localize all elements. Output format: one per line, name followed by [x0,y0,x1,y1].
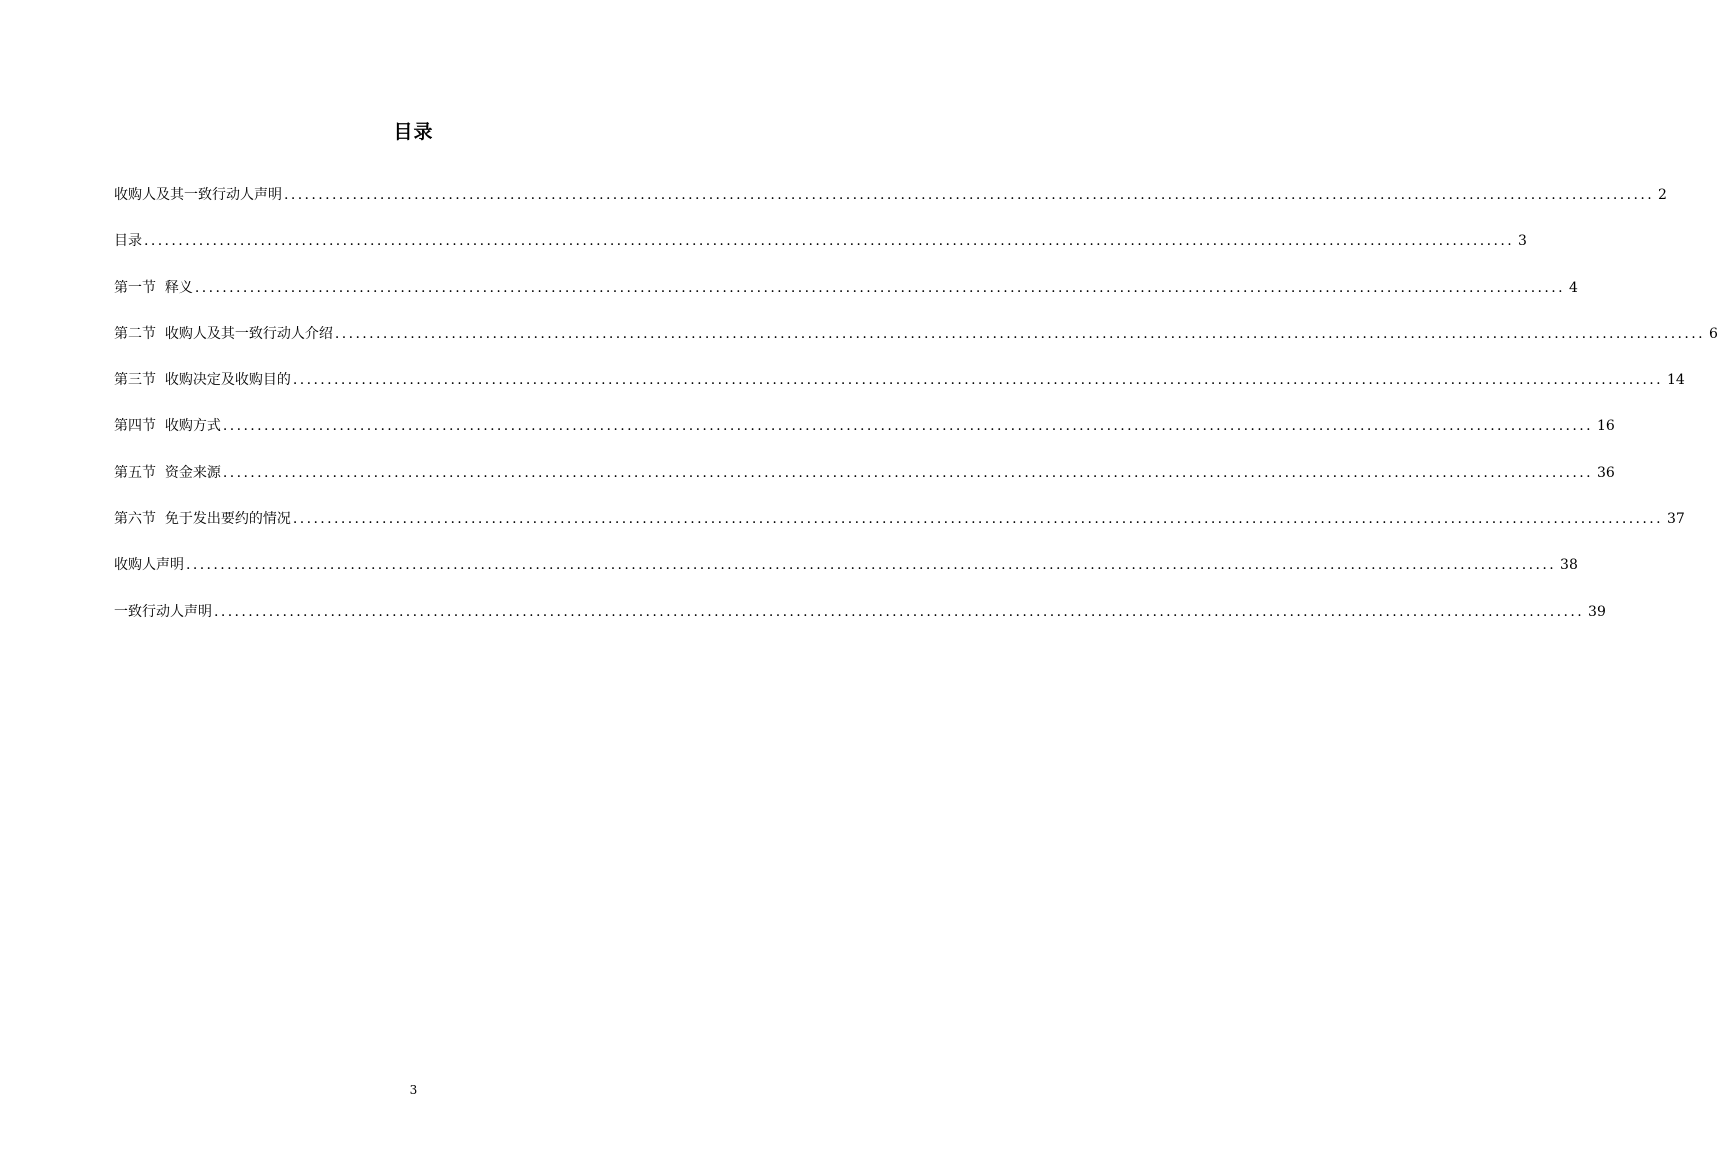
toc-entry[interactable] [114,368,1685,414]
toc-dot-leader: ........................................................................................................................................................................................................ [214,603,1585,620]
page-number: 3 [409,1083,418,1097]
toc-entry-page: 16 [1596,418,1615,435]
toc-entry-label: 第六节 免于发出要约的情况 [114,511,291,528]
toc-dot-leader: ........................................................................................................................................................................................................ [194,279,1565,296]
toc-dot-leader: ........................................................................................................................................................................................................ [334,325,1705,342]
toc-entry[interactable] [114,322,1718,368]
toc-entry-label: 第四节 收购方式 [114,418,221,435]
toc-dot-leader: ........................................................................................................................................................................................................ [222,418,1593,435]
toc-entry[interactable] [114,183,1667,229]
toc-entry-label: 第五节 资金来源 [114,464,221,481]
toc-dot-leader: ........................................................................................................................................................................................................ [292,511,1663,528]
toc-entry-label: 收购人声明 [114,557,184,574]
toc-entry[interactable] [114,553,1578,599]
toc-dot-leader: ........................................................................................................................................................................................................ [222,464,1593,481]
toc-entry-page: 38 [1560,557,1578,574]
toc-entry[interactable] [114,507,1685,553]
toc-entry-page: 2 [1658,187,1667,203]
toc-entry-page: 37 [1666,511,1685,528]
table-of-contents [114,183,1718,646]
toc-entry-page: 39 [1588,603,1606,620]
toc-dot-leader: ........................................................................................................................................................................................................ [186,557,1557,574]
toc-entry-label: 一致行动人声明 [114,603,212,620]
toc-dot-leader: ........................................................................................................................................................................................................ [144,233,1515,250]
toc-entry[interactable] [114,461,1615,507]
toc-entry-label: 第二节 收购人及其一致行动人介绍 [114,325,333,342]
toc-entry-label: 目录 [114,233,142,250]
toc-entry-label: 第一节 释义 [114,279,193,296]
toc-entry[interactable] [114,600,1606,646]
toc-entry-page: 36 [1596,464,1615,481]
toc-entry-label: 收购人及其一致行动人声明 [114,187,282,203]
page-title: 目录 [393,121,434,143]
toc-entry-page: 3 [1518,233,1527,250]
toc-entry-page: 14 [1666,372,1685,389]
toc-entry[interactable] [114,229,1527,275]
toc-entry-label: 第三节 收购决定及收购目的 [114,372,291,389]
toc-dot-leader: ........................................................................................................................................................................................................ [292,372,1663,389]
toc-entry-page: 4 [1568,279,1578,296]
toc-dot-leader: ........................................................................................................................................................................................................ [284,187,1655,203]
toc-entry-page: 6 [1708,325,1718,342]
toc-entry[interactable] [114,414,1615,460]
toc-entry[interactable] [114,276,1578,322]
